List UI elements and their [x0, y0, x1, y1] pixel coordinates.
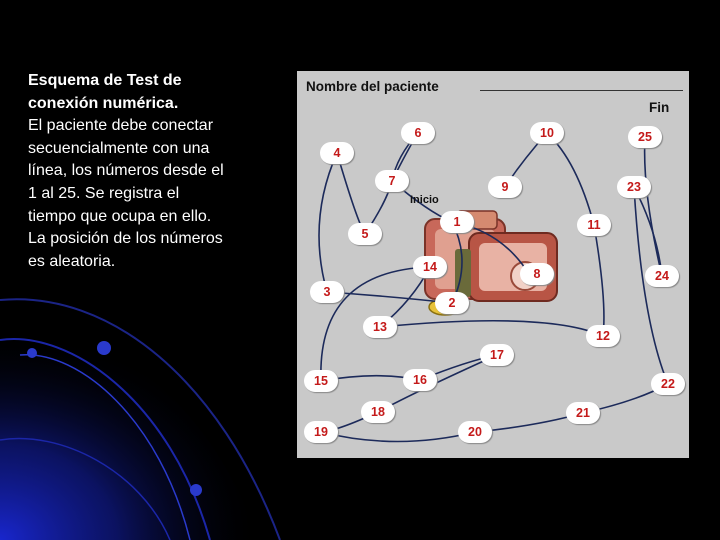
description-body [28, 115, 278, 273]
inicio-label: Inicio [410, 194, 439, 206]
body-line: línea, los números desde el [28, 162, 224, 180]
body-line: El paciente debe conectar [28, 117, 214, 135]
number-node: 8 [520, 263, 554, 285]
number-node: 23 [617, 176, 651, 198]
number-node: 15 [304, 370, 338, 392]
title-line: Esquema de Test de [28, 72, 182, 89]
number-node: 7 [375, 170, 409, 192]
description-title [28, 70, 278, 115]
number-node: 19 [304, 421, 338, 443]
number-node: 2 [435, 292, 469, 314]
number-node: 22 [651, 373, 685, 395]
number-node: 13 [363, 316, 397, 338]
body-line: tiempo que ocupa en ello. [28, 207, 212, 225]
number-node: 21 [566, 402, 600, 424]
body-line: La posición de los números [28, 230, 223, 248]
number-node: 6 [401, 122, 435, 144]
number-node: 16 [403, 369, 437, 391]
number-connection-test-sheet [297, 71, 689, 458]
number-node: 25 [628, 126, 662, 148]
body-line: 1 al 25. Se registra el [28, 184, 180, 202]
number-node: 17 [480, 344, 514, 366]
number-node: 24 [645, 265, 679, 287]
number-node: 9 [488, 176, 522, 198]
title-line: conexión numérica. [28, 94, 179, 112]
number-node: 4 [320, 142, 354, 164]
number-node: 14 [413, 256, 447, 278]
number-node: 11 [577, 214, 611, 236]
fin-label: Fin [649, 100, 670, 115]
patient-name-line [480, 90, 683, 91]
number-node: 12 [586, 325, 620, 347]
number-node: 18 [361, 401, 395, 423]
number-node: 5 [348, 223, 382, 245]
description-text [28, 70, 278, 273]
body-line: es aleatoria. [28, 252, 116, 270]
number-node: 20 [458, 421, 492, 443]
number-node: 3 [310, 281, 344, 303]
number-node: 1 [440, 211, 474, 233]
body-line: secuencialmente con una [28, 139, 210, 157]
number-node: 10 [530, 122, 564, 144]
patient-name-label: Nombre del paciente [306, 79, 439, 94]
